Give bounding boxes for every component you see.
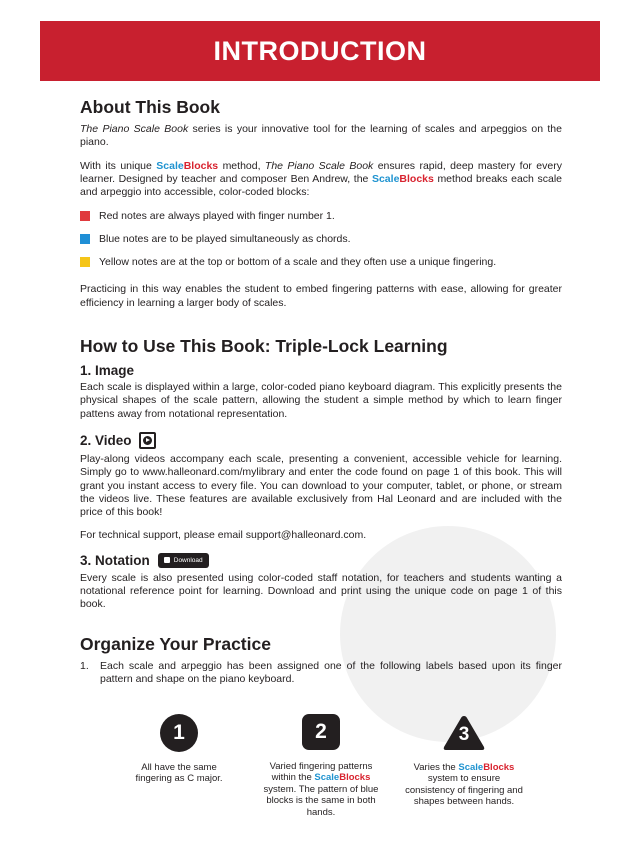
page-title: INTRODUCTION: [213, 35, 427, 66]
legend-item-blue: Blue notes are to be played simultaneously as chords.: [80, 232, 562, 246]
download-badge: Download: [158, 553, 209, 568]
notation-heading-row: [80, 553, 562, 568]
main-content: [80, 96, 562, 686]
video-heading: 2. Video: [80, 432, 132, 448]
color-legend: [80, 209, 562, 269]
badge-3-text: Varies the ScaleBlocks system to ensure consistency of fingering and shapes between hands.: [405, 762, 523, 808]
badge-2-text: Varied fingering patterns within the ScaleBlocks system. The pattern of blue blocks is the same in both hands.: [263, 761, 379, 818]
title-banner: [40, 21, 600, 81]
image-heading: 1. Image: [80, 363, 135, 379]
play-icon: [139, 432, 156, 449]
organize-heading: Organize Your Practice: [80, 633, 271, 654]
notation-paragraph: Every scale is also presented using color-coded staff notation, for teachers and students wanting a notational reference point for learning. Download and print using the unique code on page 1 of this book.: [80, 571, 562, 611]
label-badges: [0, 714, 640, 834]
video-paragraph: Play-along videos accompany each scale, presenting a convenient, accessible vehicle for learning. Simply go to www.halleonard.com/mylibrary and enter the code found on page 1 of this book. This will grant you instant access to every file. You can download to your computer, tablet, or phone, or stream the videos live. These features are available exclusively from Hal Leonard and are included with the price of this book!: [80, 452, 562, 519]
red-swatch: [80, 211, 90, 221]
yellow-swatch: [80, 257, 90, 267]
badge-3: [404, 714, 524, 808]
badge-2: [261, 714, 381, 818]
support-paragraph: For technical support, please email support@halleonard.com.: [80, 529, 367, 542]
image-paragraph: Each scale is displayed within a large, color-coded piano keyboard diagram. This explicitly presents the physical shapes of the scale pattern, allowing the student a simple method by which to learn finger pattens away from notational representation.: [80, 381, 562, 420]
download-icon: [164, 557, 170, 563]
video-heading-row: [80, 432, 562, 449]
blue-swatch: [80, 234, 90, 244]
about-paragraph-3: Practicing in this way enables the student to embed fingering patterns with ease, allowing for greater efficiency in learning a larger body of scales.: [80, 283, 562, 309]
organize-list: [80, 660, 562, 687]
scaleblocks-brand: ScaleBlocks: [156, 159, 219, 172]
list-item: 1. Each scale and arpeggio has been assigned one of the following labels based upon its finger pattern and shape on the piano keyboard.: [80, 659, 562, 685]
badge-1: [119, 714, 239, 785]
circle-badge-icon: 1: [160, 714, 198, 752]
about-heading: About This Book: [80, 97, 220, 117]
about-paragraph-1: The Piano Scale Book series is your innovative tool for the learning of scales and arpeggios on the piano.: [80, 123, 562, 149]
scaleblocks-brand: ScaleBlocks: [371, 172, 434, 185]
rounded-square-badge-icon: 2: [302, 714, 340, 750]
how-to-use-heading: How to Use This Book: Triple-Lock Learning: [80, 336, 448, 357]
badge-1-text: All have the same fingering as C major.: [135, 762, 223, 785]
triangle-badge-icon: 3: [442, 714, 486, 752]
legend-item-yellow: Yellow notes are at the top or bottom of a scale and they often use a unique fingering.: [80, 255, 562, 269]
book-title: The Piano Scale Book: [80, 123, 189, 135]
about-paragraph-2: With its unique ScaleBlocks method, The Piano Scale Book ensures rapid, deep mastery for every learner. Designed by teacher and composer Ben Andrew, the ScaleBlocks method breaks each scale and arpeggio into accessible, color-coded blocks:: [80, 159, 562, 199]
notation-heading: 3. Notation: [80, 552, 150, 568]
legend-item-red: Red notes are always played with finger number 1.: [80, 209, 562, 223]
